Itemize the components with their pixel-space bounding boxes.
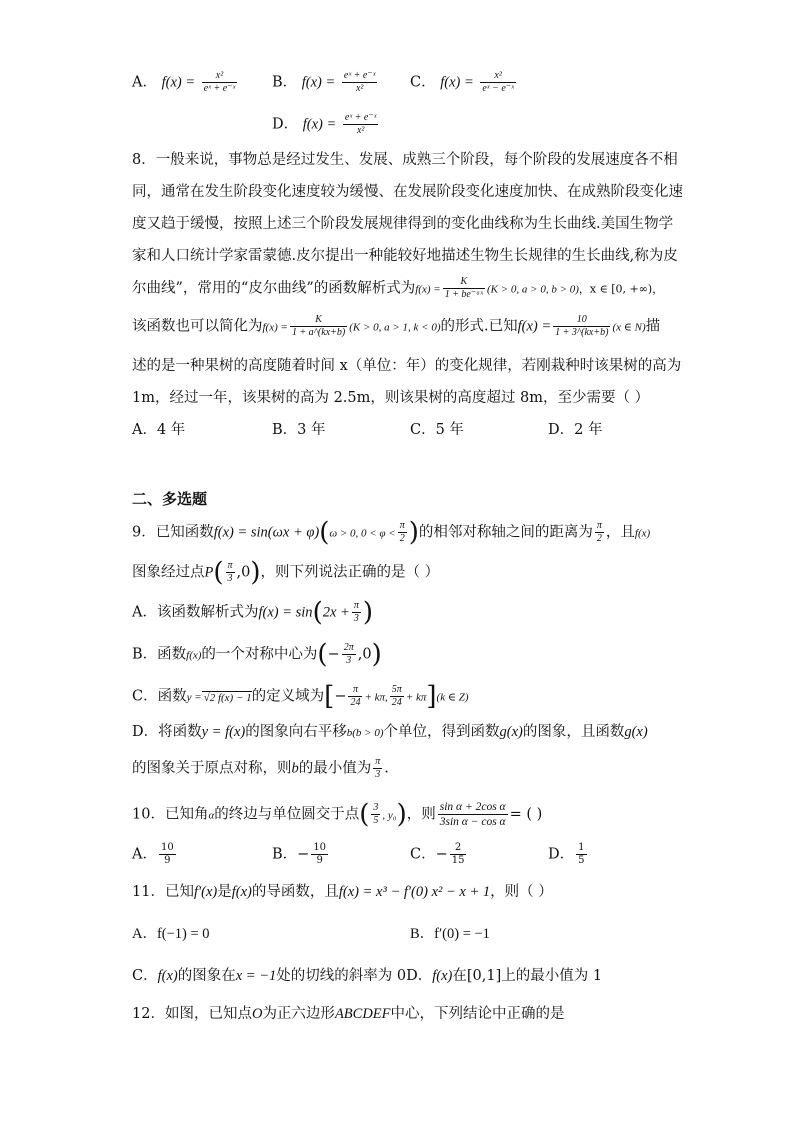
numerator: x² xyxy=(202,70,238,83)
math-fx: f(x) = xyxy=(161,74,196,91)
paren-close: ) xyxy=(362,597,373,628)
option-label: C． xyxy=(410,74,436,91)
denominator: x² xyxy=(355,83,364,94)
text: 11．已知 xyxy=(132,884,194,900)
denominator: eˣ + e⁻ˣ xyxy=(203,83,236,94)
text: 的终边与单位圆交于点 xyxy=(214,806,360,823)
text: 个单位，得到函数 xyxy=(383,724,500,740)
numerator: K xyxy=(290,314,347,327)
math-o: O xyxy=(251,1006,263,1022)
text: 上的最小值为 1 xyxy=(501,968,603,984)
denominator: 2 xyxy=(596,533,602,544)
text: 处的切线的斜率为 0 xyxy=(276,968,407,984)
text: 的一个对称中心为 xyxy=(201,646,318,663)
denominator: 3sin α − cos α xyxy=(439,816,506,828)
option-label: B．− xyxy=(272,846,310,863)
math-fx: f(x) = sin(ωx + φ) xyxy=(213,524,320,541)
condition: ω > 0, 0 < φ < xyxy=(329,527,396,540)
text: 的最小值为 xyxy=(298,760,372,777)
q12-stem xyxy=(132,1004,565,1024)
condition: (K > 0, a > 1, k < 0) xyxy=(349,321,441,334)
numerator: eˣ + e⁻ˣ xyxy=(343,70,376,81)
q10-stem xyxy=(132,800,542,829)
q7-option-c xyxy=(410,70,518,95)
paren-close: ) xyxy=(396,799,407,830)
math-g: g(x) xyxy=(624,724,648,740)
text: 该函数也可以简化为 xyxy=(132,318,263,335)
math-fx: f(x) xyxy=(186,649,202,662)
math-fx: f(x) xyxy=(634,527,651,540)
point-name: P xyxy=(204,564,214,581)
text: 的导函数，且 xyxy=(251,884,339,900)
text: 的相邻对称轴之间的距离为 xyxy=(418,524,593,541)
coord: ,0 xyxy=(236,564,251,581)
q11-option-cd xyxy=(132,966,602,986)
numerator: 3 xyxy=(373,802,379,813)
math-fx: f(x) = xyxy=(301,74,336,91)
numerator: π xyxy=(596,520,602,531)
text: ，则（ ） xyxy=(490,884,553,900)
q10-option-a xyxy=(132,842,178,867)
q8-option-b: B．3 年 xyxy=(272,422,326,438)
option-label: A． xyxy=(132,74,157,91)
text: 10．已知角 xyxy=(132,806,209,823)
q7-d-fraction xyxy=(343,112,379,137)
text: 12．如图，已知点 xyxy=(132,1006,252,1022)
q8-line-4: 家和人口统计学家雷蒙德.皮尔提出一种能较好地描述生物生长规律的生长曲线,称为皮 xyxy=(132,248,678,264)
math-fx: f(x) = xyxy=(415,283,441,296)
condition: (k ∈ Z) xyxy=(436,691,469,704)
numerator: x² xyxy=(480,70,516,83)
math-fx: f(x) xyxy=(231,884,252,900)
q8-option-c: C．5 年 xyxy=(410,422,464,438)
text: 的形式.已知 xyxy=(440,318,518,335)
q7-option-d xyxy=(272,112,380,137)
option-fraction xyxy=(159,842,176,867)
domain: ，x ∈ [0, +∞)， xyxy=(578,282,664,296)
math-eq: f(x) = x³ − f′(0) x² − x + 1 xyxy=(338,884,491,900)
numerator: π xyxy=(348,684,362,697)
three-fifths xyxy=(371,802,380,827)
q9-option-d-line-2: 的图象关于原点对称，则b的最小值为 $\frac{\pi}{3}$ . xyxy=(132,756,389,780)
text: ，则 xyxy=(406,806,436,823)
denominator: 15 xyxy=(451,855,465,866)
paren-open: ( xyxy=(359,799,370,830)
denominator: 3 xyxy=(227,573,233,584)
q10-option-d xyxy=(548,842,589,867)
numerator: K xyxy=(443,276,485,289)
denominator: 2 xyxy=(399,533,405,544)
text: 9．已知函数 xyxy=(132,524,214,541)
q7-b-fraction xyxy=(342,70,378,95)
numerator: π xyxy=(399,520,405,531)
math-fx: f(x) = xyxy=(262,321,288,334)
q11-option-b: B．f′(0) = −1 xyxy=(410,926,490,942)
q8-line-1: 8．一般来说，事物总是经过发生、发展、成熟三个阶段，每个阶段的发展速度各不相 xyxy=(132,152,678,168)
denominator: 5 xyxy=(578,855,585,866)
section-title-multi-choice: 二、多选题 xyxy=(132,490,208,508)
five-pi-over-24 xyxy=(390,684,404,709)
math-fx: f(x) = xyxy=(302,116,337,133)
trig-fraction xyxy=(438,800,508,829)
math-fx: f(x) = xyxy=(440,74,474,91)
bracket-open: [ xyxy=(324,681,335,712)
text: 的图象在 xyxy=(177,968,236,984)
text: ，则下列说法正确的是（ ） xyxy=(260,564,440,581)
pi-over-24 xyxy=(348,684,362,709)
option-label: C． xyxy=(132,968,158,984)
paren-close: ) xyxy=(371,639,382,670)
q10-option-c xyxy=(410,842,468,867)
denominator: 1 + a^(kx+b) xyxy=(291,327,346,338)
q11-option-a: A．f(−1) = 0 xyxy=(132,926,210,942)
pi-over-2-b xyxy=(595,520,604,545)
denominator: 9 xyxy=(164,855,171,866)
text: 是 xyxy=(217,884,232,900)
denominator: 3 xyxy=(346,655,352,666)
denominator: 3 xyxy=(353,613,359,624)
q8-line-3: 度又趋于缓慢，按照上述三个阶段发展规律得到的变化曲线称为生长曲线.美国生物学 xyxy=(132,216,674,232)
text: B．函数 xyxy=(132,646,187,663)
pearl-fraction xyxy=(443,276,485,301)
math-y: y = xyxy=(186,691,202,704)
denominator: 3 xyxy=(375,769,381,780)
paren-close: ) xyxy=(250,557,261,588)
text: C．函数 xyxy=(132,688,187,705)
math-fx: y = f(x) xyxy=(201,724,246,740)
option-label: C．− xyxy=(410,846,448,863)
numerator: 5π xyxy=(391,684,402,695)
math-fx: f(x) = sin xyxy=(258,604,313,621)
math-fprime: f′(x) xyxy=(193,884,218,900)
condition: (K > 0, a > 0, b > 0) xyxy=(486,283,579,296)
option-label: A． xyxy=(132,846,157,863)
paren-open: ( xyxy=(312,597,323,628)
math-arg: 2x + xyxy=(322,604,350,621)
pi-over-3 xyxy=(373,756,382,781)
numerator: 2π xyxy=(343,642,354,653)
text: 为正六边形 xyxy=(262,1006,335,1022)
denominator: 1 + 3^(kx+b) xyxy=(555,327,609,338)
text: = ( ) xyxy=(509,806,543,823)
option-label: B． xyxy=(272,74,298,91)
q10-option-b xyxy=(272,842,330,867)
numerator: sin α + 2cos α xyxy=(439,801,506,813)
math-alpha: α xyxy=(208,809,215,822)
option-label: D． xyxy=(406,968,433,984)
q9-option-b: B．函数f(x)的一个对称中心为(− $\frac{2\pi}{3}$ ,0) xyxy=(132,639,382,670)
math-k: + kπ xyxy=(405,691,427,704)
text: 描 xyxy=(645,318,661,335)
pi-over-2 xyxy=(398,520,407,545)
text: 尔曲线”，常用的“皮尔曲线”的函数解析式为 xyxy=(132,280,416,297)
q9-line-2 xyxy=(132,557,440,588)
numerator: π xyxy=(227,560,233,571)
q9-line-1 xyxy=(132,517,651,548)
math-fx: f(x) xyxy=(157,968,178,984)
q8-line-7: 述的是一种果树的高度随着时间 x（单位：年）的变化规律，若刚栽种时该果树的高为 xyxy=(132,358,682,374)
denominator: x² xyxy=(356,125,365,136)
math-x: x = −1 xyxy=(235,968,277,984)
denominator: 1 + be⁻ᵃˣ xyxy=(444,289,483,300)
q8-line-6 xyxy=(132,314,660,339)
q8-option-d: D．2 年 xyxy=(548,422,603,438)
q7-a-fraction xyxy=(202,70,238,95)
pi-over-3 xyxy=(352,600,361,625)
math-b: b xyxy=(291,760,299,777)
math-g: g(x) xyxy=(499,724,523,740)
numerator: eˣ + e⁻ˣ xyxy=(344,112,377,123)
denominator: eˣ − e⁻ˣ xyxy=(482,83,514,94)
text: D．将函数 xyxy=(132,724,202,740)
math-interval: [0,1] xyxy=(466,968,502,984)
q7-option-b xyxy=(272,70,379,95)
numerator: 1 xyxy=(578,842,585,853)
sqrt-expr: √2 f(x) − 1 xyxy=(203,691,252,704)
numerator: 10 xyxy=(553,314,610,327)
option-label: D． xyxy=(548,846,575,863)
math-fx: f(x) xyxy=(432,968,453,984)
text: 中心，下列结论中正确的是 xyxy=(390,1006,565,1022)
math-hexagon: ABCDEF xyxy=(334,1006,391,1022)
text: 的图象关于原点对称，则 xyxy=(132,760,292,777)
option-fraction xyxy=(450,842,467,867)
two-pi-over-3 xyxy=(342,642,356,667)
text: ，且 xyxy=(605,524,635,541)
pi-over-3 xyxy=(226,560,235,585)
q9-option-c: C．函数y = √2 f(x) − 1的定义域为[− $\frac{\pi}{24}$ + kπ, $\frac{5\pi}{24}$ + kπ](k ∈ Z) xyxy=(132,681,469,712)
denominator: 9 xyxy=(316,855,323,866)
math-fx: f(x) = xyxy=(517,318,552,335)
option-fraction xyxy=(311,842,328,867)
text: 在 xyxy=(452,968,467,984)
text: 的图象向右平移 xyxy=(245,724,347,740)
q8-line-2: 同，通常在发生阶段变化速度较为缓慢、在发展阶段变化速度加快、在成熟阶段变化速 xyxy=(132,184,683,200)
numerator: 10 xyxy=(160,842,174,853)
denominator: 24 xyxy=(391,697,402,708)
q8-line-8: 1m，经过一年，该果树的高为 2.5m，则该果树的高度超过 8m，至少需要（ ） xyxy=(132,390,650,406)
given-fraction xyxy=(553,314,610,339)
math-k: + kπ, xyxy=(364,691,388,704)
simplified-fraction xyxy=(290,314,347,339)
math-b: b(b > 0) xyxy=(346,727,384,739)
paren-open: ( xyxy=(319,517,330,548)
q11-stem xyxy=(132,882,553,902)
text: 的图象，且函数 xyxy=(522,724,625,740)
numerator: π xyxy=(353,600,359,611)
q9-option-d-line-1 xyxy=(132,722,648,743)
text: A．该函数解析式为 xyxy=(132,604,259,621)
numerator: 10 xyxy=(313,842,327,853)
option-fraction xyxy=(576,842,586,867)
q7-c-fraction xyxy=(480,70,516,95)
denominator: 24 xyxy=(350,697,361,708)
denominator: 5 xyxy=(373,815,379,826)
bracket-close: ] xyxy=(426,681,437,712)
q7-option-a xyxy=(132,70,239,95)
numerator: π xyxy=(375,756,381,767)
paren-open: ( xyxy=(213,557,224,588)
text: 图象经过点 xyxy=(132,564,205,581)
paren-open: ( xyxy=(317,639,328,670)
coord: , y₀ xyxy=(382,809,397,822)
condition: (x ∈ N) xyxy=(612,321,646,334)
q9-option-a xyxy=(132,597,373,628)
q8-option-a: A．4 年 xyxy=(132,422,186,438)
numerator: 2 xyxy=(450,842,467,855)
paren-close: ) xyxy=(408,517,419,548)
q8-line-5 xyxy=(132,276,663,301)
option-label: D． xyxy=(272,116,299,133)
text: 的定义域为 xyxy=(251,688,325,705)
